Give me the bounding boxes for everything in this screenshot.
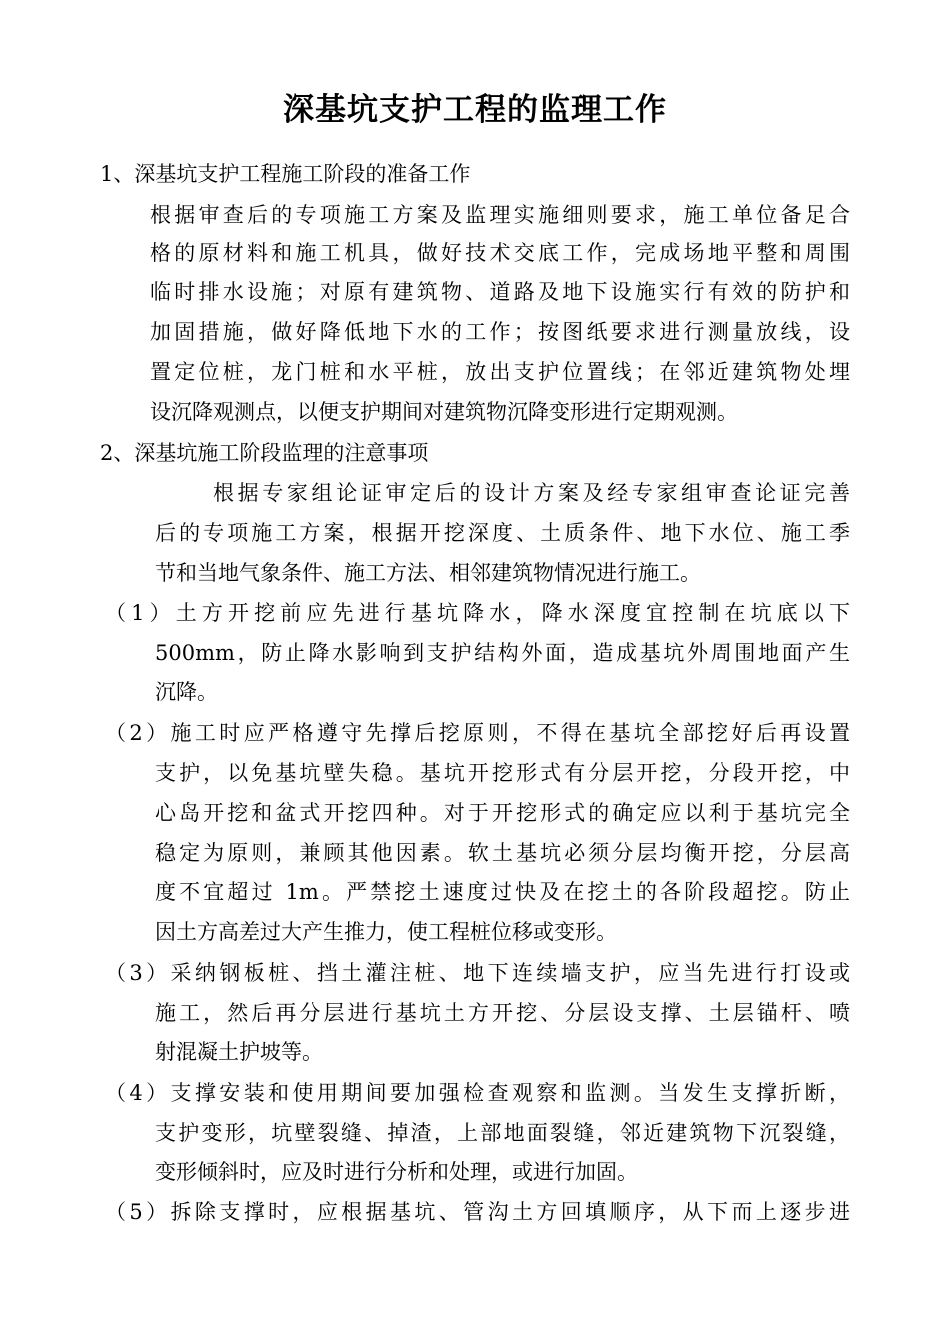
list-item-3-line: 施工，然后再分层进行基坑土方开挖、分层设支撑、土层锚杆、喷: [155, 1001, 850, 1025]
list-item-1-line: （1）土方开挖前应先进行基坑降水，降水深度宜控制在坑底以下: [105, 601, 850, 625]
list-item-4-line: 变形倾斜时，应及时进行分析和处理，或进行加固。: [155, 1160, 638, 1184]
list-item-2-line: （2）施工时应严格遵守先撑后挖原则，不得在基坑全部挖好后再设置: [105, 721, 850, 745]
paragraph-line: 设沉降观测点，以便支护期间对建筑物沉降变形进行定期观测。: [150, 400, 738, 424]
paragraph-line: 节和当地气象条件、施工方法、相邻建筑物情况进行施工。: [155, 561, 701, 585]
list-item-4-line: （4）支撑安装和使用期间要加强检查观察和监测。当发生支撑折断，: [105, 1081, 850, 1105]
list-item-3-line: 射混凝土护坡等。: [155, 1040, 323, 1064]
list-item-2-line: 因土方高差过大产生推力，使工程桩位移或变形。: [155, 920, 617, 944]
paragraph-line: 加固措施，做好降低地下水的工作；按图纸要求进行测量放线，设: [150, 320, 850, 344]
paragraph-line: 后的专项施工方案，根据开挖深度、土质条件、地下水位、施工季: [155, 521, 850, 545]
list-item-2-line: 心岛开挖和盆式开挖四种。对于开挖形式的确定应以利于基坑完全: [155, 801, 850, 825]
section-1-heading: 1、深基坑支护工程施工阶段的准备工作: [100, 162, 471, 186]
paragraph-line: 格的原材料和施工机具，做好技术交底工作，完成场地平整和周围: [150, 241, 850, 265]
list-item-2-line: 稳定为原则，兼顾其他因素。软土基坑必须分层均衡开挖，分层高: [155, 841, 850, 865]
list-item-2-line: 度不宜超过 1m。严禁挖土速度过快及在挖土的各阶段超挖。防止: [155, 880, 850, 904]
list-item-5-line: （5）拆除支撑时，应根据基坑、管沟土方回填顺序，从下而上逐步进: [105, 1200, 850, 1224]
list-item-2-line: 支护，以免基坑壁失稳。基坑开挖形式有分层开挖，分段开挖，中: [155, 761, 850, 785]
page-title: 深基坑支护工程的监理工作: [283, 92, 667, 128]
list-item-4-line: 支护变形，坑壁裂缝、掉渣，上部地面裂缝，邻近建筑物下沉裂缝，: [155, 1121, 850, 1145]
list-item-1-line: 沉降。: [155, 680, 218, 704]
list-item-3-line: （3）采纳钢板桩、挡土灌注桩、地下连续墙支护，应当先进行打设或: [105, 961, 850, 985]
section-2-heading: 2、深基坑施工阶段监理的注意事项: [100, 441, 429, 465]
paragraph-line: 根据审查后的专项施工方案及监理实施细则要求，施工单位备足合: [150, 203, 850, 227]
paragraph-line: 置定位桩，龙门桩和水平桩，放出支护位置线；在邻近建筑物处埋: [150, 360, 850, 384]
list-item-1-line: 500mm，防止降水影响到支护结构外面，造成基坑外周围地面产生: [155, 641, 850, 665]
paragraph-line: 临时排水设施；对原有建筑物、道路及地下设施实行有效的防护和: [150, 280, 850, 304]
paragraph-line: 根据专家组论证审定后的设计方案及经专家组审查论证完善: [213, 481, 850, 505]
